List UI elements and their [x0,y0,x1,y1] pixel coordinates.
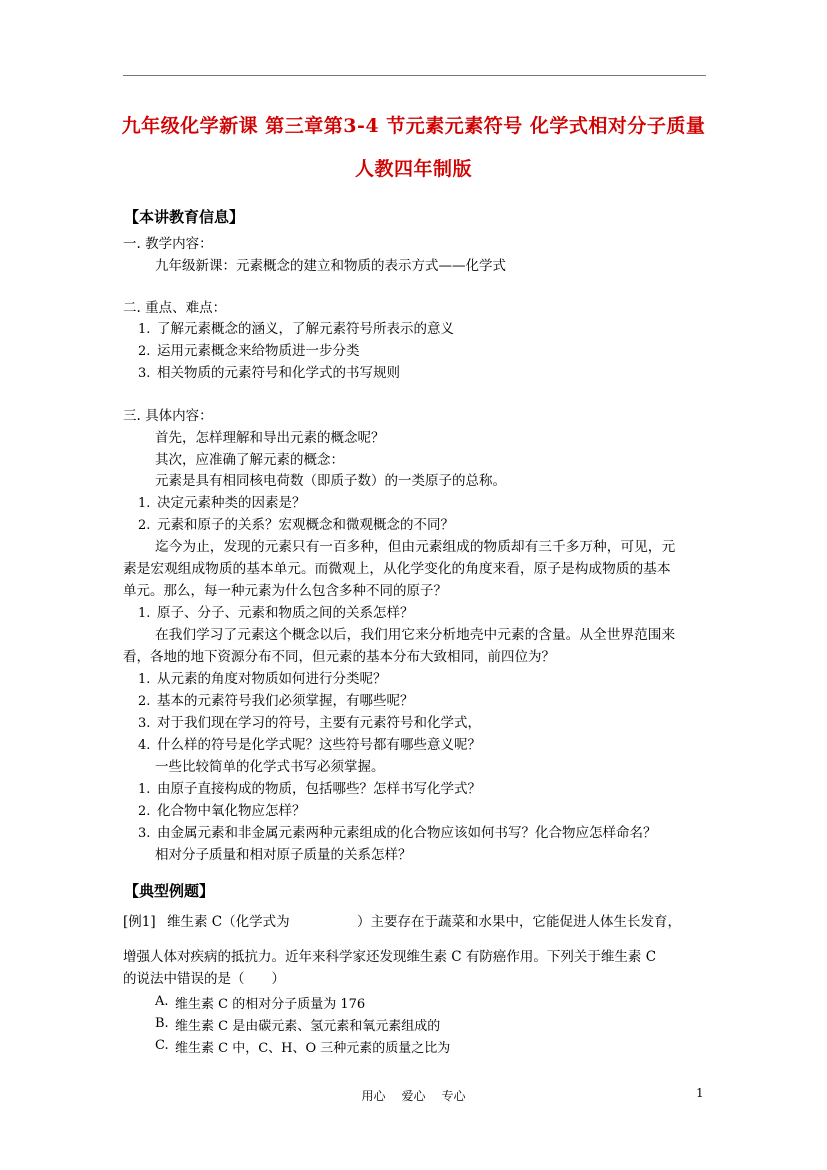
header-rule [123,75,706,76]
list-number: 1. [138,782,151,797]
option-key: B. [155,1016,169,1031]
list-number: 2. [138,344,151,359]
list-item: 从元素的角度对物质如何进行分类呢？ [157,671,387,687]
list-number: 3. [138,826,151,841]
list-item: 由金属元素和非金属元素两种元素组成的化合物应该如何书写？化合物应怎样命名？ [157,825,657,841]
paragraph: 首先，怎样理解和导出元素的概念呢？ [155,430,385,446]
list-item: 什么样的符号是化学式呢？这些符号都有哪些意义呢？ [157,737,481,753]
footer-text: 用心 [361,1089,386,1103]
paragraph: 元素是具有相同核电荷数（即质子数）的一类原子的总称。 [155,473,506,489]
example-text: 增强人体对疾病的抵抗力。近年来科学家还发现维生素 C 有防癌作用。下列关于维生素 C [123,949,657,965]
part3-heading: 三. 具体内容： [123,408,213,424]
list-item: 元素和原子的关系？宏观概念和微观概念的不同？ [157,517,454,533]
paragraph: 迄今为止，发现的元素只有一百多种，但由元素组成的物质却有三千多万种，可见，元 [155,539,676,555]
example-label: [例1] [123,914,156,930]
document-title-line1: 九年级化学新课 第三章第3-4 节元素元素符号 化学式相对分子质量 [121,115,706,137]
list-item: 运用元素概念来给物质进一步分类 [157,343,360,359]
example-text: 的说法中错误的是（ ） [123,971,285,987]
list-item: 基本的元素符号我们必须掌握，有哪些呢？ [157,693,414,709]
option-text: 维生素 C 中，C、H、O 三种元素的质量之比为 [175,1041,451,1056]
list-number: 2. [138,804,151,819]
list-item: 决定元素种类的因素是？ [157,495,306,511]
list-item: 由原子直接构成的物质，包括哪些？怎样书写化学式？ [157,781,481,797]
section-info-heading: 【本讲教育信息】 [124,208,245,226]
part1-heading: 一. 教学内容： [123,236,213,252]
option-text: 维生素 C 是由碳元素、氢元素和氧元素组成的 [175,1019,441,1034]
list-number: 2. [138,518,151,533]
option-key: C. [155,1038,169,1053]
list-number: 4. [138,738,151,753]
list-number: 3. [138,366,151,381]
page-number: 1 [696,1086,704,1100]
paragraph: 单元。那么，每一种元素为什么包含多种不同的原子？ [123,583,447,599]
example-text: 维生素 C（化学式为 [167,914,290,930]
paragraph: 相对分子质量和相对原子质量的关系怎样？ [155,847,412,863]
footer-text: 专心 [441,1089,466,1103]
list-number: 3. [138,716,151,731]
option-text: 维生素 C 的相对分子质量为 176 [175,997,366,1012]
option-key: A. [155,994,169,1009]
list-number: 1. [138,606,151,621]
list-number: 2. [138,694,151,709]
list-item: 化合物中氧化物应怎样？ [157,803,306,819]
list-number: 1. [138,672,151,687]
list-item: 对于我们现在学习的符号，主要有元素符号和化学式， [157,715,481,731]
list-number: 1. [138,322,151,337]
example-text: ）主要存在于蔬菜和水果中，它能促进人体生长发育， [357,914,681,930]
list-item: 相关物质的元素符号和化学式的书写规则 [157,365,400,381]
list-item: 了解元素概念的涵义，了解元素符号所表示的意义 [157,321,454,337]
document-title-line2: 人教四年制版 [354,158,472,180]
footer-text: 爱心 [401,1089,426,1103]
part1-body: 九年级新课：元素概念的建立和物质的表示方式——化学式 [155,258,506,274]
paragraph: 在我们学习了元素这个概念以后，我们用它来分析地壳中元素的含量。从全世界范围来 [155,627,676,643]
section-examples-heading: 【典型例题】 [124,882,215,900]
paragraph: 其次，应准确了解元素的概念： [155,452,344,468]
list-number: 1. [138,496,151,511]
paragraph: 看，各地的地下资源分布不同，但元素的基本分布大致相同，前四位为？ [123,649,555,665]
paragraph: 一些比较简单的化学式书写必须掌握。 [155,759,385,775]
list-item: 原子、分子、元素和物质之间的关系怎样？ [157,605,414,621]
paragraph: 素是宏观组成物质的基本单元。而微观上，从化学变化的角度来看，原子是构成物质的基本 [123,561,671,577]
part2-heading: 二. 重点、难点： [123,300,227,316]
